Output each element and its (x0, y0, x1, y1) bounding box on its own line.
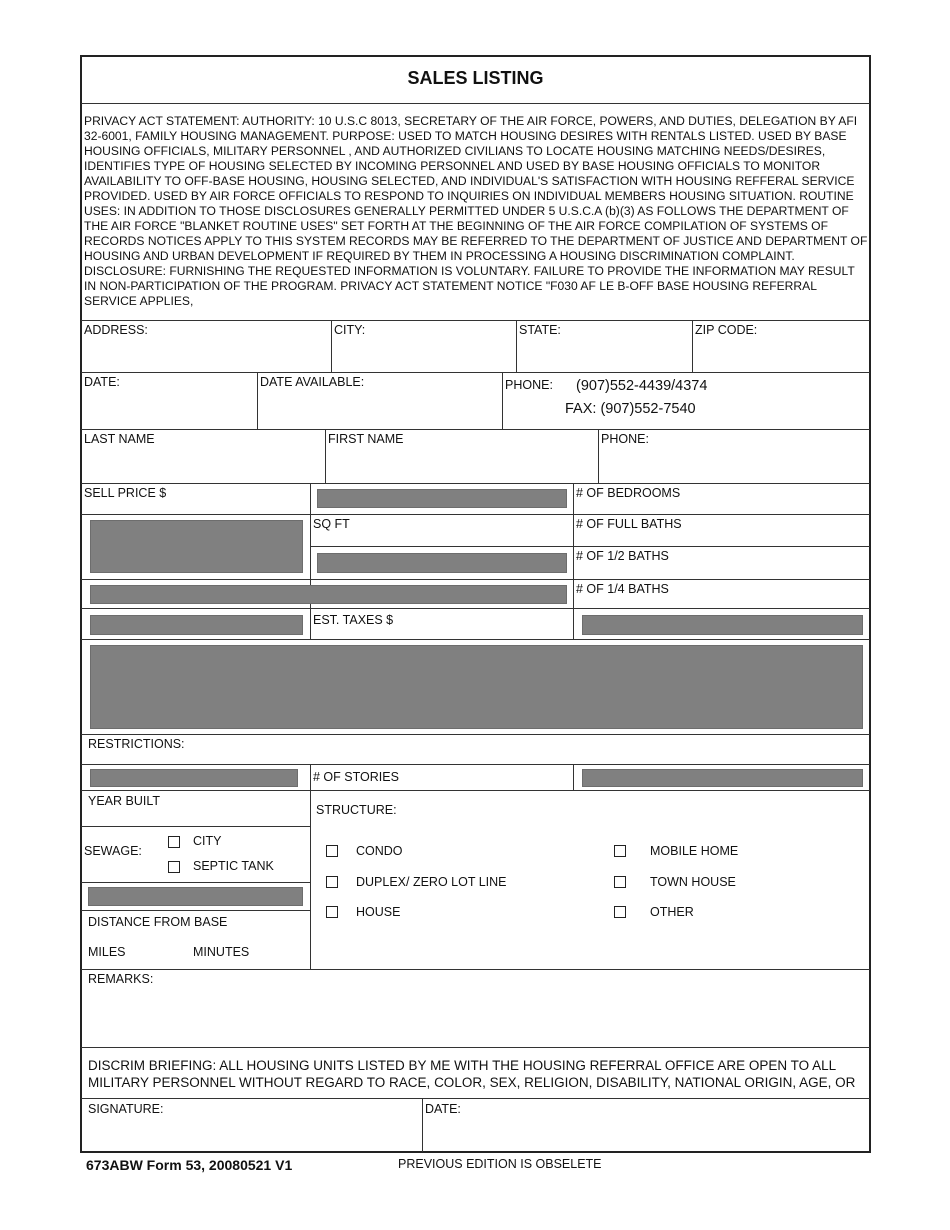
redacted-field (90, 645, 863, 729)
divider (81, 764, 870, 765)
est-taxes-label: EST. TAXES $ (313, 613, 394, 627)
divider (81, 608, 870, 609)
divider (257, 372, 258, 429)
structure-condo-label: CONDO (356, 844, 403, 858)
date-available-label: DATE AVAILABLE: (260, 375, 365, 389)
last-name-label: LAST NAME (84, 432, 155, 446)
stories-label: # OF STORIES (313, 770, 399, 784)
full-baths-label: # OF FULL BATHS (576, 517, 682, 531)
sewage-septic-label: SEPTIC TANK (193, 859, 274, 873)
divider (81, 826, 310, 827)
office-fax-number: FAX: (907)552-7540 (565, 401, 696, 417)
structure-other-label: OTHER (650, 905, 694, 919)
divider (692, 320, 693, 372)
structure-house-checkbox[interactable] (326, 906, 338, 918)
owner-phone-label: PHONE: (601, 432, 649, 446)
sell-price-label: SELL PRICE $ (84, 486, 167, 500)
redacted-field (582, 615, 863, 635)
sewage-city-checkbox[interactable] (168, 836, 180, 848)
divider (81, 910, 310, 911)
divider (310, 483, 311, 639)
divider (81, 579, 870, 580)
divider (422, 1098, 423, 1152)
structure-mobile-home-label: MOBILE HOME (650, 844, 739, 858)
divider (598, 429, 599, 483)
divider (573, 764, 574, 791)
signature-label: SIGNATURE: (88, 1102, 164, 1116)
distance-from-base-label: DISTANCE FROM BASE (88, 915, 228, 929)
form-title: SALES LISTING (407, 68, 544, 88)
divider (310, 514, 870, 515)
redacted-field (582, 769, 863, 787)
edition-note: PREVIOUS EDITION IS OBSELETE (398, 1157, 602, 1171)
discrim-briefing: DISCRIM BRIEFING: ALL HOUSING UNITS LISTED BY ME WITH THE HOUSING REFERRAL OFFICE ARE OPEN TO ALL MILITARY PERSONNEL WITHOUT REGARD TO RACE, COLOR, SEX, RELIGION, DISABILITY, NATIONAL ORIGIN, AGE, OR (88, 1058, 856, 1090)
divider (310, 546, 870, 547)
redacted-field (88, 887, 303, 906)
divider (81, 320, 870, 321)
divider (81, 1098, 870, 1099)
redacted-field (90, 615, 303, 635)
miles-label: MILES (88, 945, 126, 959)
divider (516, 320, 517, 372)
divider (573, 483, 574, 639)
divider (81, 1047, 870, 1048)
first-name-label: FIRST NAME (328, 432, 404, 446)
office-phone-label: PHONE: (505, 378, 553, 392)
remarks-label: REMARKS: (88, 972, 154, 986)
city-label: CITY: (334, 323, 366, 337)
divider (310, 764, 311, 969)
divider (81, 969, 870, 970)
address-label: ADDRESS: (84, 323, 148, 337)
structure-label: STRUCTURE: (316, 803, 397, 817)
divider (81, 790, 870, 791)
sewage-septic-checkbox[interactable] (168, 861, 180, 873)
sewage-label: SEWAGE: (84, 844, 142, 858)
structure-house-label: HOUSE (356, 905, 401, 919)
bedrooms-label: # OF BEDROOMS (576, 486, 681, 500)
divider (325, 429, 326, 483)
redacted-field (90, 585, 567, 604)
sewage-city-label: CITY (193, 834, 222, 848)
structure-mobile-home-checkbox[interactable] (614, 845, 626, 857)
redacted-field (317, 553, 567, 573)
redacted-field (90, 520, 303, 573)
zip-code-label: ZIP CODE: (695, 323, 758, 337)
divider (81, 734, 870, 735)
structure-other-checkbox[interactable] (614, 906, 626, 918)
half-baths-label: # OF 1/2 BATHS (576, 549, 669, 563)
redacted-field (317, 489, 567, 508)
signature-date-label: DATE: (425, 1102, 461, 1116)
redacted-field (90, 769, 298, 787)
divider (81, 103, 870, 104)
restrictions-label: RESTRICTIONS: (88, 737, 185, 751)
form-number: 673ABW Form 53, 20080521 V1 (86, 1157, 293, 1173)
minutes-label: MINUTES (193, 945, 250, 959)
state-label: STATE: (519, 323, 561, 337)
structure-town-house-checkbox[interactable] (614, 876, 626, 888)
date-label: DATE: (84, 375, 120, 389)
divider (81, 882, 310, 883)
sq-ft-label: SQ FT (313, 517, 350, 531)
quarter-baths-label: # OF 1/4 BATHS (576, 582, 669, 596)
year-built-label: YEAR BUILT (88, 794, 161, 808)
divider (81, 483, 870, 484)
divider (331, 320, 332, 372)
divider (81, 372, 870, 373)
divider (502, 372, 503, 429)
office-phone-number: (907)552-4439/4374 (576, 378, 708, 394)
structure-town-house-label: TOWN HOUSE (650, 875, 736, 889)
structure-duplex-label: DUPLEX/ ZERO LOT LINE (356, 875, 507, 889)
structure-condo-checkbox[interactable] (326, 845, 338, 857)
divider (81, 639, 870, 640)
structure-duplex-checkbox[interactable] (326, 876, 338, 888)
divider (81, 429, 870, 430)
divider (81, 514, 310, 515)
privacy-act-statement: PRIVACY ACT STATEMENT: AUTHORITY: 10 U.S.C 8013, SECRETARY OF THE AIR FORCE, POWERS, AND DUTIES, DELEGATION BY AFI 32-6001, FAMILY HOUSING MANAGEMENT. PURPOSE: USED TO MATCH HOUSING DESIRES WITH RENTALS LISTED. USED BY BASE HOUSING OFFICIALS, MILITARY PERSONNEL , AND AUTHORIZED CIVILIANS TO LOCATE HOUSING MATCHING NEEDS/DESIRES, IDENTIFIES TYPE OF HOUSING SELECTED BY INCOMING PERSONNEL AND USED BY BASE HOUSING OFFICIALS TO MONITOR AVAILABILITY TO OFF-BASE HOUSING, HOUSING SELECTED, AND INDIVIDUAL'S SATISFACTION WITH HOUSING REFFERAL SERVICE PROVIDED. USED BY AIR FORCE OFFICIALS TO RESPOND TO INQUIRIES ON INDIVIDUAL MEMBERS HOUSING SITUATION. ROUTINE USES: IN ADDITION TO THOSE DISCLOSURES GENERALLY PERMITTED UNDER 5 U.S.C.A (b)(3) AS FOLLOWS THE DEPARTMENT OF THE AIR FORCE "BLANKET ROUTINE USES" SET FORTH AT THE BEGINNING OF THE AIR FORCE COMPILATION OF SYSTEMS OF RECORDS NOTICES APPLY TO THIS SYSTEM RECORDS MAY BE REFERRED TO THE DEPARTMENT OF JUSTICE AND DEPARTMENT OF HOUSING AND URBAN DEVELOPMENT IF REQUIRED BY THEM IN PROCESSING A HOUSING DISCRIMINATION COMPLAINT. DISCLOSURE: FURNISHING THE REQUESTED INFORMATION IS VOLUNTARY. FAILURE TO PROVIDE THE INFORMATION MAY RESULT IN NON-PARTICIPATION OF THE PROGRAM. PRIVACY ACT STATEMENT NOTICE "F030 AF LE B-OFF BASE HOUSING REFERRAL SERVICE APPLIES, (84, 114, 868, 308)
